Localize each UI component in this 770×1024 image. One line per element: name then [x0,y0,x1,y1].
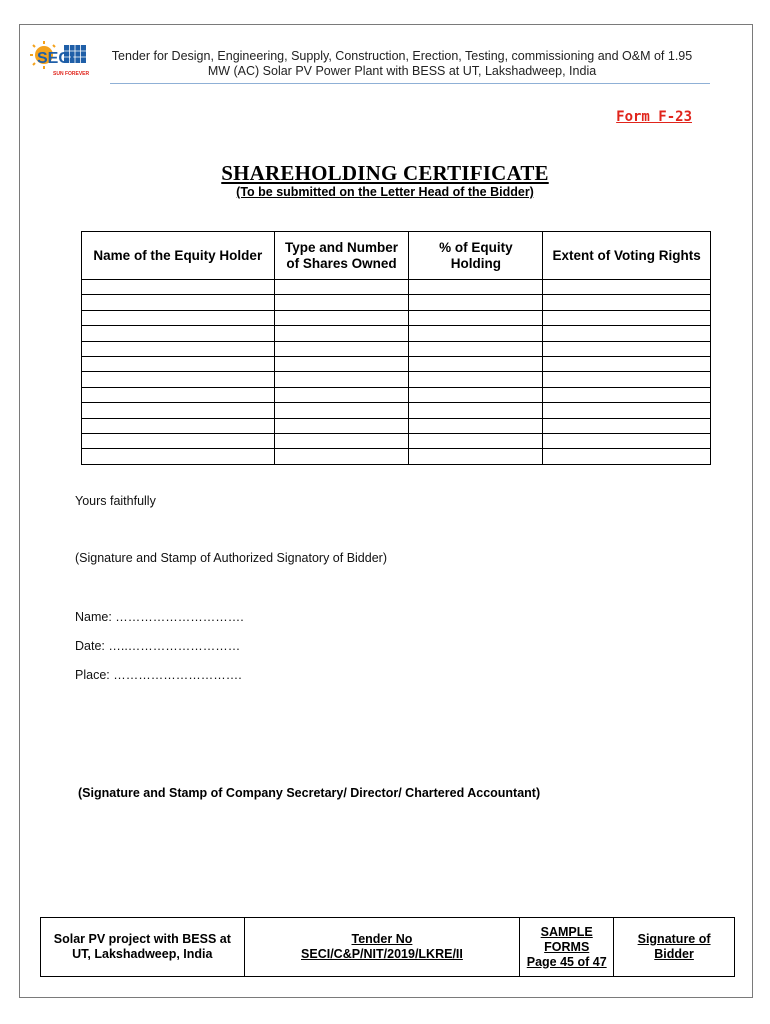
table-row [82,387,711,402]
table-row [82,433,711,448]
footer-signature [614,918,735,977]
footer-sample-forms-label: SAMPLE FORMS [540,924,593,954]
table-cell[interactable] [543,356,711,371]
logo-text: SECI [37,50,75,67]
table-cell[interactable] [274,372,409,387]
closing-text: Yours faithfully [75,494,156,508]
document-subtitle: (To be submitted on the Letter Head of the Bidder) [236,185,534,199]
table-cell[interactable] [409,403,543,418]
table-cell[interactable] [543,387,711,402]
header-divider [110,83,710,84]
table-cell[interactable] [82,387,275,402]
table-cell[interactable] [82,372,275,387]
table-cell[interactable] [409,326,543,341]
table-cell[interactable] [82,341,275,356]
footer-row [41,918,735,977]
page-footer [40,917,735,977]
bidder-signature-label: (Signature and Stamp of Authorized Signatory of Bidder) [75,551,387,565]
table-cell[interactable] [543,280,711,295]
column-header-voting-rights: Extent of Voting Rights [543,232,711,280]
table-cell[interactable] [82,295,275,310]
company-signature-label: (Signature and Stamp of Company Secretary/ Director/ Chartered Accountant) [78,786,541,800]
footer-tender-number: SECI/C&P/NIT/2019/LKRE/II [301,947,463,961]
table-row [82,280,711,295]
table-cell[interactable] [543,310,711,325]
column-header-shares-owned: Type and Number of Shares Owned [274,232,409,280]
table-cell[interactable] [82,326,275,341]
table-cell[interactable] [409,356,543,371]
table-cell[interactable] [409,418,543,433]
document-title: SHAREHOLDING CERTIFICATE [221,161,549,185]
footer-tender [244,918,520,977]
table-cell[interactable] [82,403,275,418]
table-cell[interactable] [274,387,409,402]
table-cell[interactable] [543,433,711,448]
table-row [82,341,711,356]
seci-logo [24,33,90,83]
footer-signature-label: Signature of Bidder [637,932,711,961]
table-cell[interactable] [82,280,275,295]
table-cell[interactable] [82,356,275,371]
table-row [82,403,711,418]
table-cell[interactable] [409,387,543,402]
tender-header-line-1: Tender for Design, Engineering, Supply, Construction, Erection, Testing, commissioning and O&M of 1.95 [111,49,693,63]
table-cell[interactable] [274,403,409,418]
table-row [82,356,711,371]
table-row [82,295,711,310]
table-cell[interactable] [409,372,543,387]
table-cell[interactable] [274,310,409,325]
table-cell[interactable] [543,372,711,387]
table-cell[interactable] [82,310,275,325]
table-cell[interactable] [274,356,409,371]
column-header-equity-holder: Name of the Equity Holder [82,232,275,280]
table-cell[interactable] [543,326,711,341]
table-row [82,449,711,464]
table-cell[interactable] [274,295,409,310]
footer-page-number: Page 45 of 47 [526,954,607,969]
table-cell[interactable] [409,449,543,464]
table-cell[interactable] [274,280,409,295]
table-cell[interactable] [543,341,711,356]
form-number: Form F-23 [616,109,692,125]
table-cell[interactable] [409,295,543,310]
table-cell[interactable] [274,433,409,448]
column-header-equity-percent: % of Equity Holding [409,232,543,280]
table-cell[interactable] [409,310,543,325]
footer-tender-label: Tender No [351,932,413,946]
table-cell[interactable] [543,295,711,310]
equity-holding-table [81,231,711,465]
table-cell[interactable] [274,341,409,356]
table-cell[interactable] [409,341,543,356]
table-row [82,326,711,341]
table-cell[interactable] [543,418,711,433]
footer-project: Solar PV project with BESS at UT, Lakshadweep, India [41,918,245,977]
table-cell[interactable] [409,280,543,295]
table-cell[interactable] [274,449,409,464]
table-row [82,372,711,387]
date-field: Date: …..……………………… [75,639,241,653]
table-cell[interactable] [82,449,275,464]
logo-tagline: SUN FOREVER [53,71,90,77]
table-cell[interactable] [543,403,711,418]
table-cell[interactable] [543,449,711,464]
table-cell[interactable] [274,326,409,341]
table-row [82,310,711,325]
table-cell[interactable] [409,433,543,448]
name-field: Name: …………………………. [75,610,244,624]
tender-header [92,49,712,79]
table-body [82,280,711,465]
table-cell[interactable] [82,418,275,433]
tender-header-line-2: MW (AC) Solar PV Power Plant with BESS at UT, Lakshadweep, India [207,64,597,78]
table-cell[interactable] [82,433,275,448]
table-row [82,418,711,433]
footer-sample-forms [520,918,614,977]
place-field: Place: …………………………. [75,668,242,682]
table-cell[interactable] [274,418,409,433]
table-header-row [82,232,711,280]
